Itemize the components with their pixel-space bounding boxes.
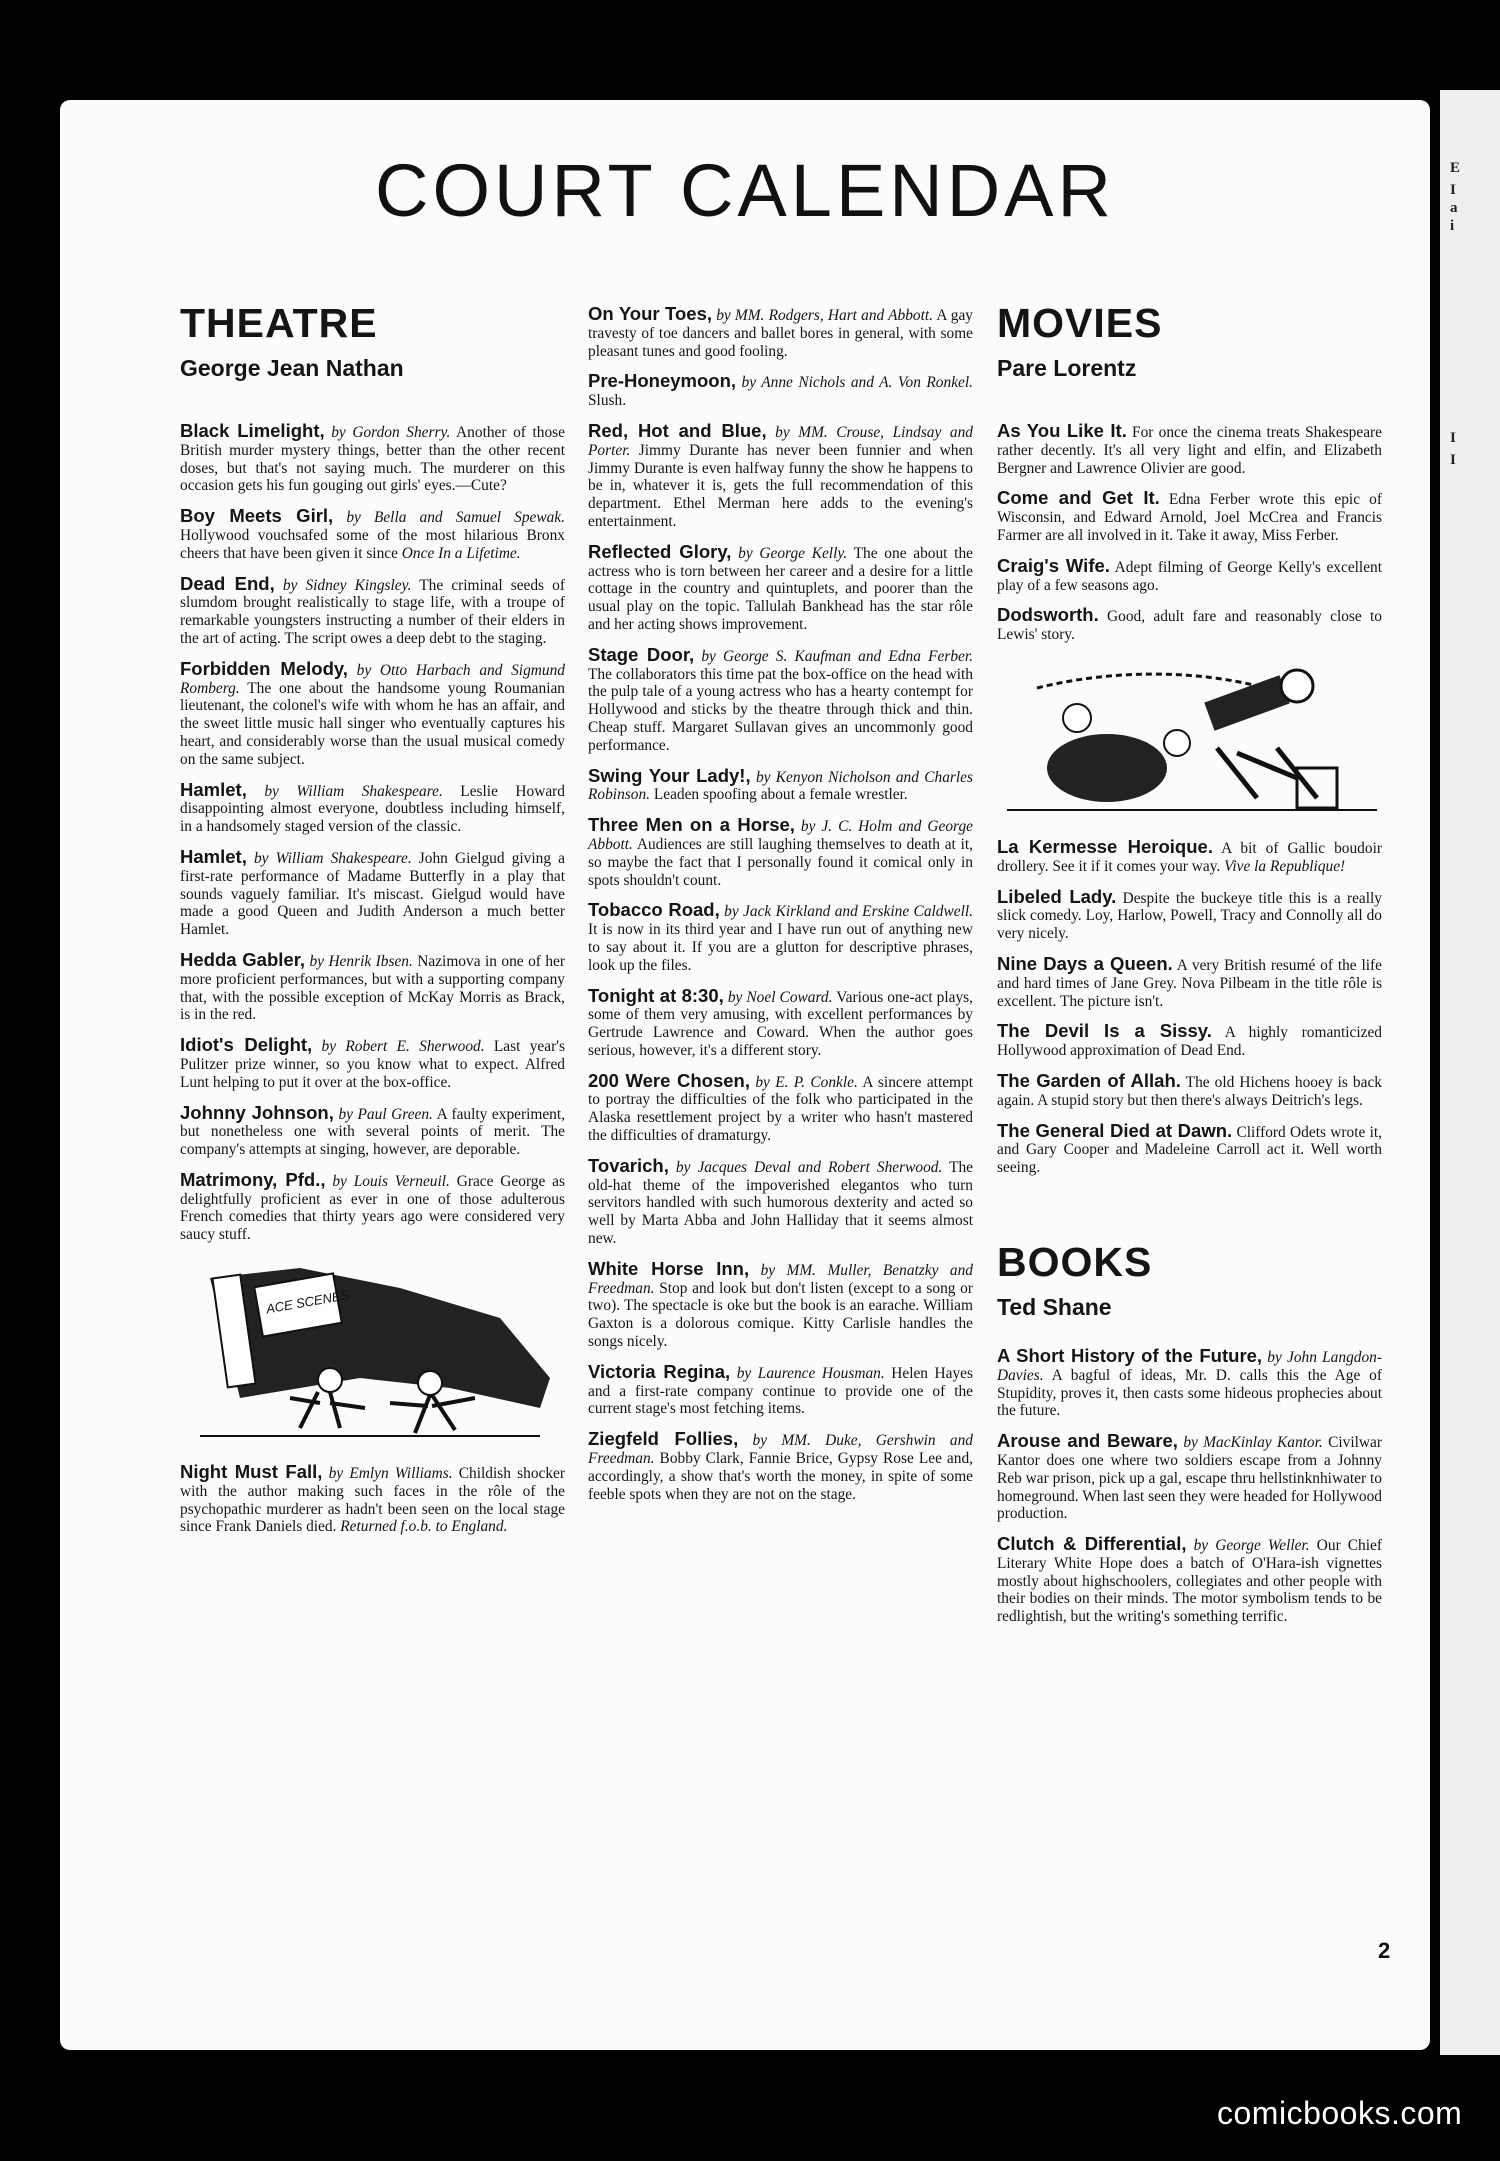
review-title: Matrimony, Pfd., <box>180 1168 326 1190</box>
review-title: Clutch & Differential, <box>997 1533 1187 1555</box>
review-entry <box>997 885 1382 943</box>
review-entry <box>997 1069 1382 1110</box>
review-title: As You Like It. <box>997 420 1127 441</box>
review-entry <box>588 643 973 755</box>
review-entry <box>588 419 973 531</box>
review-title: The Garden of Allah. <box>997 1069 1181 1091</box>
movies-review-list <box>997 422 1382 644</box>
review-title: Victoria Regina, <box>588 1360 731 1382</box>
review-title: Tovarich, <box>588 1154 669 1176</box>
review-text: John Gielgud giving a first-rate performance of Madame Butterfly in a play that sounds vaguely familiar. It's miscast. Gielgud would have made a good Queen and Judith Anderson a much better Hamlet. <box>180 849 565 939</box>
review-text: The collaborators this time pat the box-office on the head with the pulp tale of a young actress who has a hearty contempt for Hollywood and sticks by the theatre through thick and thin. Cheap stuff. Margaret Sullavan gives an uncommonly good performance. <box>588 665 973 754</box>
review-title: Nine Days a Queen. <box>997 952 1173 974</box>
review-title: Tonight at 8:30, <box>588 984 724 1006</box>
review-text: Stop and look but don't listen (except to a song or two). The spectacle is oke but the book is an earache. William Gaxton is a dolorous comique. Kitty Carlisle handles the songs nicely. <box>588 1279 973 1351</box>
review-entry <box>997 489 1382 544</box>
review-text: Grace George as delightfully proficient as ever in one of those adulterous French comedies that thirty years ago were considered very saucy stuff. <box>180 1172 565 1244</box>
review-title: The General Died at Dawn. <box>997 1119 1233 1141</box>
review-title: On Your Toes, <box>588 303 713 324</box>
theatre-review-list <box>180 422 565 1244</box>
review-title: Red, Hot and Blue, <box>588 419 767 441</box>
acrobats-illustration <box>180 1258 565 1443</box>
review-credit: by William Shakespeare. <box>264 782 443 800</box>
review-title: The Devil Is a Sissy. <box>997 1020 1212 1042</box>
review-credit: by William Shakespeare. <box>253 849 412 867</box>
theatre-review-list-2 <box>588 305 973 1503</box>
sliver-letter: I <box>1450 182 1456 198</box>
review-italic: Once In a Lifetime. <box>401 544 521 562</box>
review-text: Clifford Odets wrote it, and Gary Cooper and Madeleine Carroll act it. Well worth seeing. <box>997 1123 1382 1177</box>
review-title: Libeled Lady. <box>997 885 1117 907</box>
review-title: Johnny Johnson, <box>180 1101 334 1123</box>
review-text: The one about the handsome young Roumanian lieutenant, the colonel's wife with whom he has an affair, and the sweet little music hall singer who eventually captures his heart, and considerably worse than the usual musical comedy on the same subject. <box>180 679 565 768</box>
review-text: Various one-act plays, some of them very amusing, with excellent performances by Gertrude Lawrence and Coward. When the author goes serious, however, it's a different story. <box>588 988 973 1059</box>
review-text: Bobby Clark, Fannie Brice, Gypsy Rose Lee and, accordingly, a show that's worth the money, in spite of some feeble spots when they are not on the stage. <box>588 1450 973 1503</box>
review-entry <box>588 540 973 634</box>
review-entry <box>588 305 973 360</box>
review-entry <box>180 1101 565 1159</box>
sliver-letter: E <box>1450 160 1461 176</box>
review-credit: by Emlyn Williams. <box>328 1465 453 1483</box>
review-entry <box>180 778 565 836</box>
review-title: White Horse Inn, <box>588 1257 750 1279</box>
review-title: Stage Door, <box>588 643 695 665</box>
figure-head <box>318 1368 342 1392</box>
illustration-crowd <box>1047 734 1167 802</box>
review-title: Arouse and Beware, <box>997 1430 1178 1452</box>
review-credit: by Anne Nichols and A. Von Ronkel. <box>741 374 973 392</box>
review-credit: by MM. Duke, Gershwin and Freedman. <box>588 1432 973 1468</box>
figure-body <box>290 1392 365 1428</box>
review-text: A faulty experiment, but nonetheless one with several points of merit. The company's attempts at singing, however, are deporable. <box>180 1105 565 1159</box>
page-title: COURT CALENDAR <box>375 149 1115 232</box>
magazine-page <box>60 100 1430 2050</box>
sliver-letter: I <box>1450 452 1456 468</box>
illustration-sign-text: ACE SCENES <box>264 1287 351 1317</box>
director-chair <box>1297 768 1337 808</box>
review-credit: by Kenyon Nicholson and Charles Robinson. <box>588 768 973 804</box>
figure-head <box>1063 704 1091 732</box>
review-entry <box>997 1535 1382 1626</box>
review-entry <box>180 845 565 939</box>
review-credit: by George Weller. <box>1193 1537 1310 1555</box>
review-title: Boy Meets Girl, <box>180 505 334 527</box>
movies-critic: Pare Lorentz <box>997 355 1137 381</box>
review-text: Our Chief Literary White Hope does a batch of O'Hara-ish vignettes mostly about highschoolers, collegiates and other people with their bodies on their minds. The motor symbolism tends to be redlightish, but the writing's something terrific. <box>997 1537 1382 1626</box>
review-title: Ziegfeld Follies, <box>588 1428 739 1450</box>
review-credit: by Paul Green. <box>338 1105 433 1123</box>
review-entry <box>588 984 973 1060</box>
review-credit: by MM. Muller, Benatzky and Freedman. <box>588 1261 973 1297</box>
adjacent-page-edge <box>1440 90 1500 2055</box>
review-entry <box>180 948 565 1024</box>
review-entry <box>588 1257 973 1351</box>
review-title: Dodsworth. <box>997 604 1099 626</box>
review-title: Pre-Honeymoon, <box>588 370 737 392</box>
review-credit: by MM. Crouse, Lindsay and Porter. <box>588 423 973 459</box>
review-entry <box>180 657 565 769</box>
review-entry <box>997 422 1382 477</box>
review-credit: by George S. Kaufman and Edna Ferber. <box>701 647 973 665</box>
review-title: Hamlet, <box>180 845 247 867</box>
review-text: Leaden spoofing about a female wrestler. <box>650 786 908 804</box>
review-title: La Kermesse Heroique. <box>997 835 1213 857</box>
review-text: A bit of Gallic boudoir drollery. See it if it comes your way. <box>997 839 1382 875</box>
theatre-review-list-continued <box>180 1463 565 1536</box>
review-text: Last year's Pulitzer prize winner, so you know what to expect. Alfred Lunt helping to put it over at the box-office. <box>180 1038 565 1091</box>
review-title: Swing Your Lady!, <box>588 764 751 786</box>
review-credit: by Jack Kirkland and Erskine Caldwell. <box>724 903 973 921</box>
review-italic: Returned f.o.b. to England. <box>340 1518 508 1536</box>
review-credit: by Sidney Kingsley. <box>282 576 412 594</box>
review-entry <box>997 1119 1382 1177</box>
review-entry <box>588 1360 973 1418</box>
review-credit: by John Langdon-Davies. <box>997 1348 1382 1384</box>
movies-books-column <box>997 300 1382 1638</box>
figure-body <box>1217 748 1317 798</box>
review-credit: by Otto Harbach and Sigmund Romberg. <box>180 661 565 697</box>
review-text: A gay travesty of toe dancers and ballet bores in general, with some pleasant tunes and good fooling. <box>588 307 974 360</box>
review-title: 200 Were Chosen, <box>588 1069 751 1091</box>
review-entry <box>180 572 565 648</box>
books-critic: Ted Shane <box>997 1293 1112 1320</box>
figure-body <box>390 1395 475 1433</box>
theatre-heading: THEATRE <box>180 300 378 346</box>
books-heading: BOOKS <box>997 1238 1153 1285</box>
review-credit: by George Kelly. <box>738 544 848 562</box>
review-text: Slush. <box>588 392 627 410</box>
review-entry <box>180 422 565 495</box>
review-credit: by Laurence Housman. <box>736 1364 885 1382</box>
review-credit: by Robert E. Sherwood. <box>321 1038 485 1056</box>
review-title: A Short History of the Future, <box>997 1344 1263 1366</box>
review-entry <box>997 554 1382 595</box>
books-review-list <box>997 1344 1382 1626</box>
review-text: Civilwar Kantor does one where two soldiers escape from a Johnny Reb war prison, pick up a gal, escape thru hellstinknhiwater to homeground. When last seen they were headed for Hollywood production. <box>997 1434 1382 1523</box>
review-entry <box>997 1344 1382 1420</box>
review-entry <box>588 1069 973 1145</box>
review-entry <box>588 1430 973 1503</box>
review-title: Forbidden Melody, <box>180 657 348 679</box>
review-title: Night Must Fall, <box>180 1461 323 1483</box>
review-entry <box>588 816 973 889</box>
review-text: Another of those British murder mystery things, better than the other recent doses, but that's not saying much. The murderer on this occasion gets his fun gouging out girls' eyes.—Cute? <box>180 424 565 495</box>
figure-head <box>418 1371 442 1395</box>
review-text: The criminal seeds of slumdom brought realistically to stage life, with a troupe of remarkable youngsters instructing a number of their elders in the art of acting. The script owes a deep debt to the staging. <box>180 576 565 647</box>
figure-head <box>1164 730 1190 756</box>
review-credit: by E. P. Conkle. <box>755 1073 858 1091</box>
review-text: Edna Ferber wrote this epic of Wisconsin, and Edward Arnold, Joel McCrea and Francis Farmer are all involved in it. Take it away, Miss Ferber. <box>997 491 1382 544</box>
review-title: Black Limelight, <box>180 420 325 441</box>
review-title: Tobacco Road, <box>588 899 720 921</box>
review-entry <box>180 507 565 562</box>
review-title: Reflected Glory, <box>588 540 732 562</box>
review-title: Idiot's Delight, <box>180 1034 313 1056</box>
review-entry <box>997 835 1382 876</box>
watermark: comicbooks.com <box>1217 2095 1463 2131</box>
review-text: The old-hat theme of the impoverished elegantos who turn servitors handled with such humorous dexterity and acted so well by Marta Abba and John Halliday that it seems almost new. <box>588 1158 974 1248</box>
review-credit: by MM. Rodgers, Hart and Abbott. <box>716 307 934 324</box>
review-text: Adept filming of George Kelly's excellent play of a few seasons ago. <box>997 558 1382 594</box>
review-title: Hedda Gabler, <box>180 948 306 970</box>
review-credit: by Jacques Deval and Robert Sherwood. <box>675 1158 943 1176</box>
review-entry <box>180 1463 565 1536</box>
movies-heading: MOVIES <box>997 300 1163 346</box>
review-title: Craig's Wife. <box>997 554 1110 576</box>
review-entry <box>997 952 1382 1010</box>
movies-review-list-continued <box>997 835 1382 1177</box>
film-crew-illustration <box>997 658 1382 818</box>
review-entry <box>997 1432 1382 1523</box>
review-entry <box>180 1036 565 1091</box>
review-text: A bagful of ideas, Mr. D. calls this the Age of Stupidity, proves it, then casts some hideous prophecies about the future. <box>997 1366 1382 1420</box>
review-text: It is now in its third year and I have run out of anything new to say about it. If you are a glutton for descriptive phrases, look up the files. <box>588 921 973 974</box>
review-text: Despite the buckeye title this is a really slick comedy. Loy, Harlow, Powell, Tracy and Connolly all do very nicely. <box>997 889 1382 943</box>
sliver-letter: a <box>1450 200 1458 216</box>
theatre-column-continued <box>588 305 973 1515</box>
review-text: The one about the actress who is torn between her career and a desire for a little cottage in the country and quintuplets, and poorer than the usual play on the topic. Tallulah Bankhead has the star rôle and her acting shows improvement. <box>588 544 973 633</box>
review-title: Dead End, <box>180 572 275 594</box>
review-text: Childish shocker with the author making such faces in the rôle of the psychopathic murderer as hadn't been seen on the local stage since Frank Daniels died. <box>180 1465 565 1536</box>
review-text: A highly romanticized Hollywood approximation of Dead End. <box>997 1024 1382 1060</box>
review-credit: by Henrik Ibsen. <box>309 952 413 970</box>
review-credit: by Gordon Sherry. <box>331 424 451 441</box>
review-entry <box>588 1154 974 1248</box>
review-entry <box>997 606 1382 644</box>
theatre-column <box>180 300 565 1548</box>
review-text: For once the cinema treats Shakespeare rather decently. It's all very light and elfin, and Elizabeth Bergner and Lawrence Olivier are good. <box>997 424 1382 477</box>
review-title: Hamlet, <box>180 778 247 800</box>
sliver-letter: I <box>1450 430 1456 446</box>
review-text: Good, adult fare and reasonably close to Lewis' story. <box>997 608 1382 644</box>
theatre-critic: George Jean Nathan <box>180 355 404 381</box>
review-text: A very British resumé of the life and hard times of Jane Grey. Nova Pilbeam in the title rôle is excellent. The picture isn't. <box>997 956 1382 1010</box>
review-title: Three Men on a Horse, <box>588 814 795 836</box>
review-text: Audiences are still laughing themselves to death at it, so maybe the fact that I personally found it comical only in spots shouldn't count. <box>588 835 973 889</box>
sliver-letter: i <box>1450 218 1455 234</box>
review-text: Helen Hayes and a first-rate company continue to provide one of the current stage's most fetching items. <box>588 1364 973 1418</box>
camera-reel <box>1281 670 1313 702</box>
review-credit: by J. C. Holm and George Abbott. <box>588 818 973 853</box>
review-entry <box>588 372 973 410</box>
review-entry <box>588 901 973 974</box>
review-credit: by MacKinlay Kantor. <box>1183 1434 1323 1452</box>
review-credit: by Noel Coward. <box>727 988 833 1006</box>
review-italic: Vive la Republique! <box>1224 857 1346 875</box>
review-title: Come and Get It. <box>997 487 1160 509</box>
review-text: A sincere attempt to portray the difficulties of the folk who participated in the Alaska resettlement project by a writer who hasn't mastered the difficulties of dramaturgy. <box>588 1073 973 1145</box>
review-entry <box>180 1168 565 1244</box>
page-number: 2 <box>1378 1938 1391 1963</box>
review-text: Jimmy Durante has never been funnier and when Jimmy Durante is even halfway funny the show he happens to be in, whatever it is, gets the full recommendation of this department. Ethel Merman here adds to the evening's entertainment. <box>588 441 973 530</box>
review-entry <box>588 764 973 805</box>
review-credit: by Louis Verneuil. <box>332 1172 450 1190</box>
review-text: Nazimova in one of her more proficient performances, but with a supporting company that, with the possible exception of McKay Morris as Brack, is in the red. <box>180 952 565 1024</box>
review-text: Leslie Howard disappointing almost everyone, doubtless including himself, in a handsomely staged version of the classic. <box>180 782 565 836</box>
review-credit: by Bella and Samuel Spewak. <box>346 509 565 527</box>
review-text: Hollywood vouchsafed some of the most hilarious Bronx cheers that have been given it since <box>180 526 565 562</box>
review-entry <box>997 1022 1382 1060</box>
review-text: The old Hichens hooey is back again. A stupid story but then there's always Deitrich's legs. <box>997 1073 1382 1109</box>
